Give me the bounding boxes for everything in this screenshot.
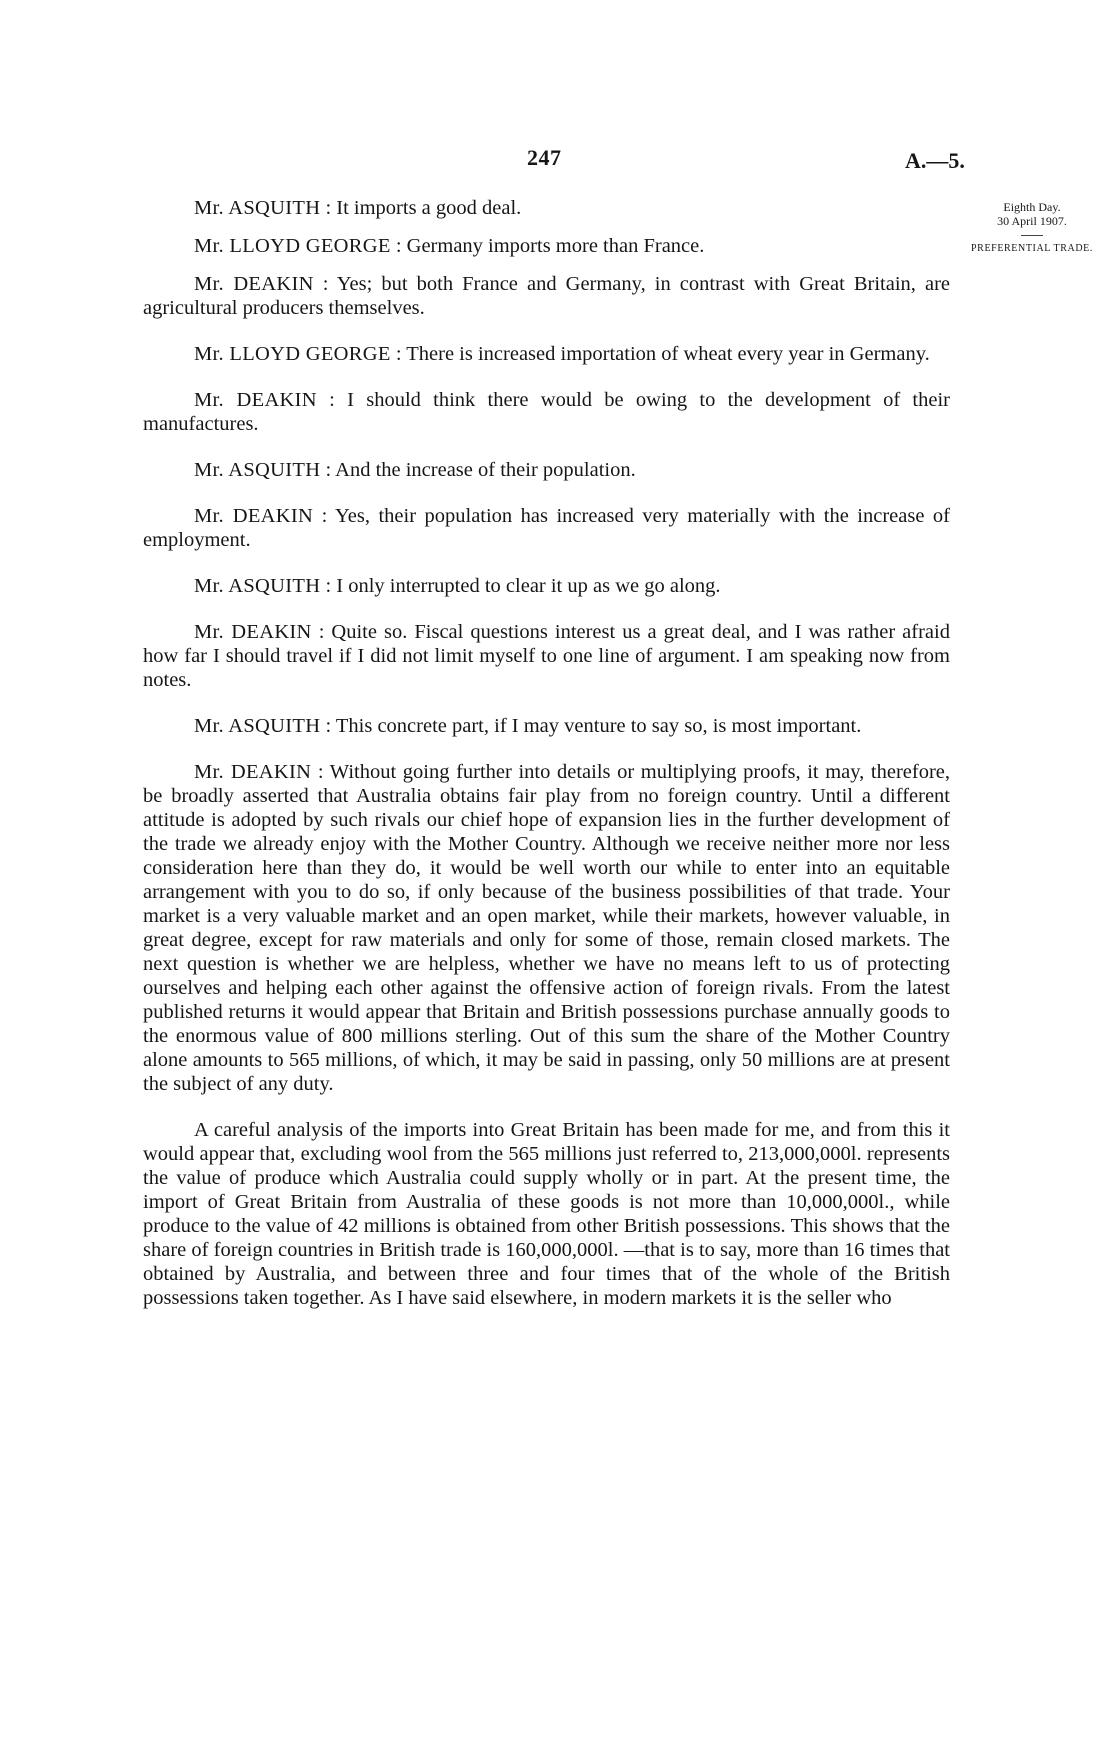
paragraph-text: Germany imports more than France. bbox=[406, 235, 705, 257]
margin-note-day: Eighth Day. bbox=[1003, 200, 1061, 214]
paragraph: Mr. DEAKIN : Without going further into details or multiplying proofs, it may, therefore, be broadly asserted that Australia obtains fair play from no foreign country. Until a different attitude is adopted by such rivals our chief hope of expansion lies in the further development of the trade we already enjoy with the Mother Country. Although we receive neither more nor less consideration here than they do, it would be well worth our while to enter into an equitable arrangement with you to do so, if only because of the business possibilities of that trade. Your market is a very valuable market and an open market, while their markets, however valuable, in great degree, except for raw materials and only for some of those, remain closed markets. The next question is whether we are helpless, whether we have no means left to us of protecting ourselves and helping each other against the offensive action of foreign rivals. From the latest published returns it would appear that Britain and British possessions purchase annually goods to the enormous value of 800 millions sterling. Out of this sum the share of the Mother Country alone amounts to 565 millions, of which, it may be said in passing, only 50 millions are at present the subject of any duty. bbox=[143, 761, 950, 1095]
paragraph: Mr. ASQUITH : It imports a good deal. bbox=[194, 197, 522, 219]
paragraph-text: It imports a good deal. bbox=[336, 197, 522, 219]
transcript-body bbox=[143, 196, 950, 1332]
paragraph-text: Quite so. Fiscal questions interest us a great deal, and I was rather afraid how far I should travel if I did not limit myself to one line of argument. I am speaking now from notes. bbox=[143, 621, 950, 691]
margin-note-subject: PREFERENTIAL TRADE. bbox=[971, 243, 1093, 254]
speaker-name: Mr. DEAKIN bbox=[194, 273, 314, 295]
paragraph: Mr. DEAKIN : Yes, their population has increased very materially with the increase of employment. bbox=[143, 505, 951, 551]
speaker-name: Mr. DEAKIN bbox=[194, 761, 312, 783]
paragraph-text: I only interrupted to clear it up as we go along. bbox=[336, 575, 721, 597]
page-number: 247 bbox=[527, 145, 562, 170]
speaker-name: Mr. ASQUITH bbox=[194, 197, 321, 219]
paragraph: Mr. LLOYD GEORGE : There is increased importation of wheat every year in Germany. bbox=[194, 343, 930, 365]
paragraph: Mr. DEAKIN : I should think there would be owing to the development of their manufactures. bbox=[143, 389, 950, 435]
paragraph-text: Yes; but both France and Germany, in contrast with Great Britain, are agricultural producers themselves. bbox=[143, 273, 950, 319]
paragraph-text: Yes, their population has increased very materially with the increase of employment. bbox=[143, 505, 951, 551]
speaker-name: Mr. LLOYD GEORGE bbox=[194, 343, 391, 365]
speaker-name: Mr. ASQUITH bbox=[194, 575, 321, 597]
paragraph: Mr. LLOYD GEORGE : Germany imports more than France. bbox=[194, 235, 705, 257]
margin-note-date: 30 April 1907. bbox=[997, 214, 1067, 228]
paragraph-text: This concrete part, if I may venture to say so, is most important. bbox=[335, 715, 862, 737]
document-reference: A.—5. bbox=[905, 148, 965, 173]
paragraph: Mr. ASQUITH : And the increase of their population. bbox=[194, 459, 636, 481]
paragraph-text: A careful analysis of the imports into Great Britain has been made for me, and from this it would appear that, excluding wool from the 565 millions just referred to, 213,000,000l. represents the value of produce which Australia could supply wholly or in part. At the present time, the import of Great Britain from Australia of these goods is not more than 10,000,000l., while produce to the value of 42 millions is obtained from other British possessions. This shows that the share of foreign countries in British trade is 160,000,000l. —that is to say, more than 16 times that obtained by Australia, and between three and four times that of the whole of the British possessions taken together. As I have said elsewhere, in modern markets it is the seller who bbox=[143, 1119, 950, 1309]
paragraph-text: And the increase of their population. bbox=[335, 459, 636, 481]
paragraph: Mr. DEAKIN : Quite so. Fiscal questions interest us a great deal, and I was rather afraid how far I should travel if I did not limit myself to one line of argument. I am speaking now from notes. bbox=[143, 621, 950, 691]
paragraph-text: Without going further into details or multiplying proofs, it may, therefore, be broadly asserted that Australia obtains fair play from no foreign country. Until a different attitude is adopted by such rivals our chief hope of expansion lies in the further development of the trade we already enjoy with the Mother Country. Although we receive neither more nor less consideration here than they do, it would be well worth our while to enter into an equitable arrangement with you to do so, if only because of the business possibilities of that trade. Your market is a very valuable market and an open market, while their markets, however valuable, in great degree, except for raw materials and only for some of those, remain closed markets. The next question is whether we are helpless, whether we have no means left to us of protecting ourselves and helping each other against the offensive action of foreign rivals. From the latest published returns it would appear that Britain and British possessions purchase annually goods to the enormous value of 800 millions sterling. Out of this sum the share of the Mother Country alone amounts to 565 millions, of which, it may be said in passing, only 50 millions are at present the subject of any duty. bbox=[143, 761, 950, 1095]
paragraph: Mr. ASQUITH : I only interrupted to clear it up as we go along. bbox=[194, 575, 721, 597]
speaker-name: Mr. ASQUITH bbox=[194, 715, 321, 737]
speaker-name: Mr. DEAKIN bbox=[194, 621, 312, 643]
speaker-name: Mr. DEAKIN bbox=[194, 505, 314, 527]
paragraph: Mr. DEAKIN : Yes; but both France and Germany, in contrast with Great Britain, are agricultural producers themselves. bbox=[143, 273, 950, 319]
margin-note bbox=[968, 200, 1096, 256]
paragraph bbox=[143, 1118, 950, 1310]
speaker-name: Mr. ASQUITH bbox=[194, 459, 321, 481]
paragraph: Mr. ASQUITH : This concrete part, if I may venture to say so, is most important. bbox=[194, 715, 862, 737]
margin-note-divider bbox=[1021, 235, 1043, 236]
speaker-name: Mr. LLOYD GEORGE bbox=[194, 235, 391, 257]
paragraph-text: I should think there would be owing to the development of their manufactures. bbox=[143, 389, 950, 435]
paragraph-text: There is increased importation of wheat every year in Germany. bbox=[406, 343, 930, 365]
speaker-name: Mr. DEAKIN bbox=[194, 389, 317, 411]
